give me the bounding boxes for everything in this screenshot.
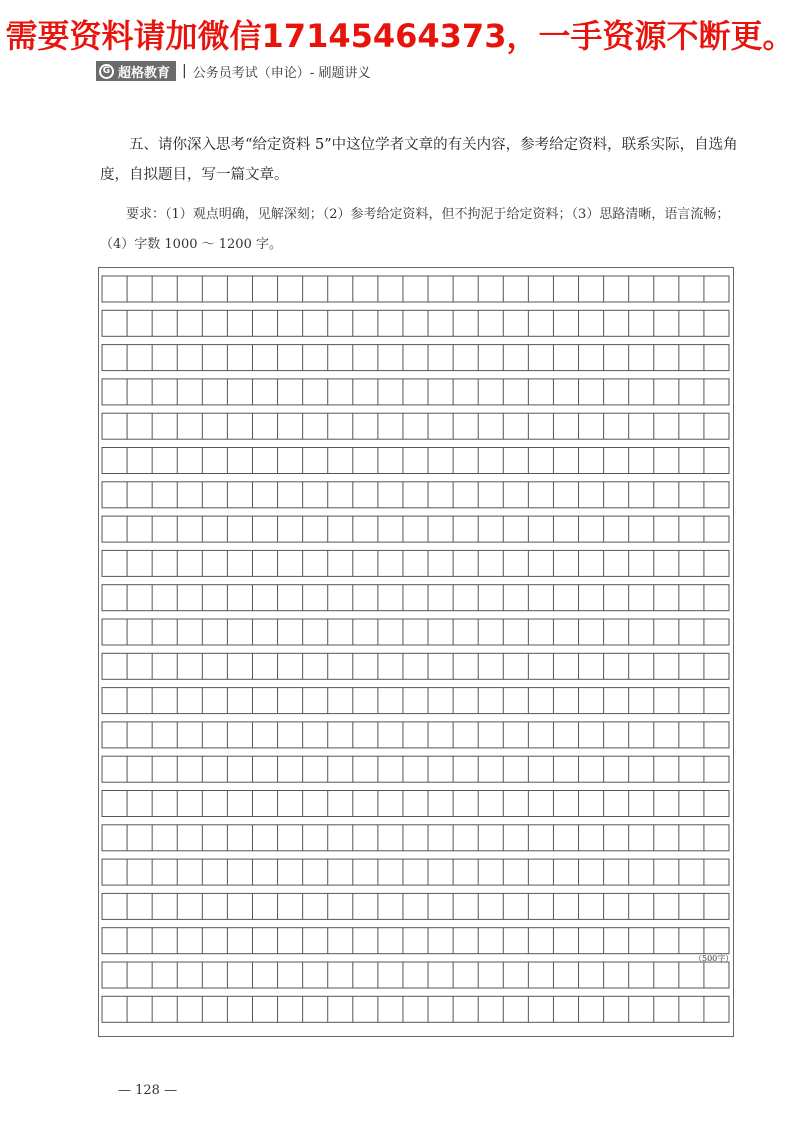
grid-row-outline [102,962,729,988]
grid-row-outline [102,276,729,302]
grid-row-outline [102,379,729,405]
grid-row-outline [102,413,729,439]
grid-row [102,791,729,817]
grid-row [102,276,729,302]
grid-row-outline [102,928,729,954]
header-title: 公务员考试（申论）- 刷题讲义 [192,65,371,81]
grid-row-outline [102,859,729,885]
requirement-text: 要求：（1）观点明确，见解深刻；（2）参考给定资料，但不拘泥于给定资料；（3）思路清晰，语言流畅；（4）字数 1000 ～ 1200 字。 [100,207,730,252]
grid-row-outline [102,688,729,714]
grid-row [102,825,729,851]
page-number: — 128 — [118,1083,178,1098]
question-text: 五、请你深入思考“给定资料 5”中这位学者文章的有关内容，参考给定资料，联系实际，自选角度，自拟题目，写一篇文章。 [100,137,738,183]
grid-row [102,482,729,508]
grid-row-outline [102,619,729,645]
grid-row-outline [102,482,729,508]
grid-row [102,962,729,988]
g-circle-icon: G [99,64,114,79]
grid-row [102,310,729,336]
grid-row [102,448,729,474]
logo-text: 超格教育 [118,65,171,81]
grid-row [102,619,729,645]
grid-row-outline [102,893,729,919]
grid-row [102,379,729,405]
grid-row [102,345,729,371]
word-count-mark: （500字） [694,954,734,963]
grid-row [102,928,729,954]
grid-row [102,653,729,679]
grid-row-outline [102,996,729,1022]
grid-row [102,756,729,782]
grid-row [102,550,729,576]
grid-row [102,516,729,542]
grid-row-outline [102,722,729,748]
grid-row [102,893,729,919]
grid-row-outline [102,516,729,542]
grid-row-outline [102,653,729,679]
grid-row [102,859,729,885]
grid-row-outline [102,345,729,371]
grid-row-outline [102,448,729,474]
grid-row-outline [102,550,729,576]
grid-row-outline [102,756,729,782]
answer-grid [98,267,734,1037]
grid-row [102,722,729,748]
grid-row [102,996,729,1022]
page-header [96,60,371,82]
watermark-banner: 需要资料请加微信17145464373，一手资源不断更。 [5,17,795,55]
grid-row-outline [102,310,729,336]
answer-grid-cells [99,268,732,1035]
brand-logo [96,61,176,81]
grid-row [102,585,729,611]
grid-row-outline [102,585,729,611]
header-separator: | [182,63,187,79]
grid-row-outline [102,791,729,817]
grid-row [102,688,729,714]
grid-row-outline [102,825,729,851]
grid-row [102,413,729,439]
